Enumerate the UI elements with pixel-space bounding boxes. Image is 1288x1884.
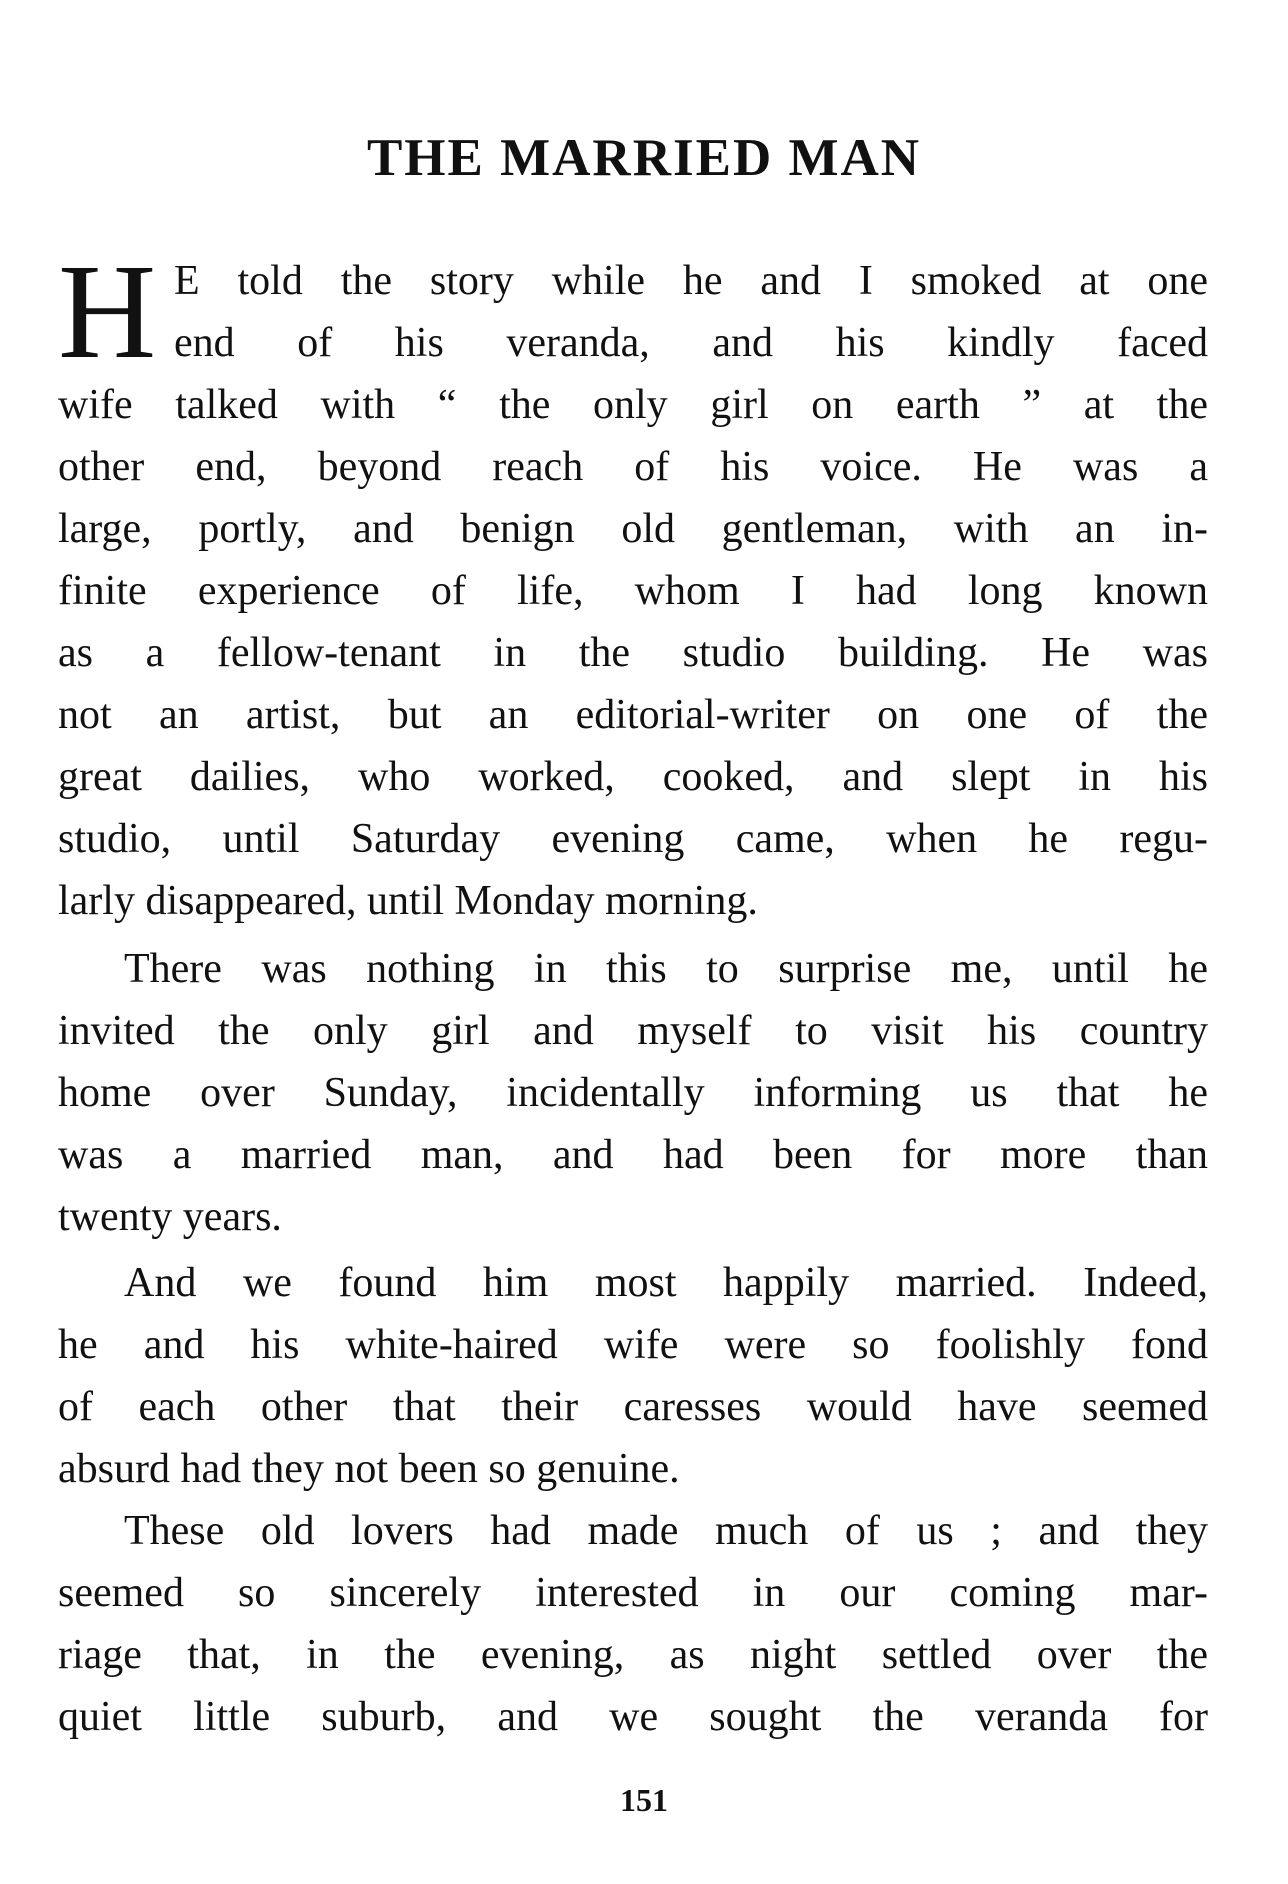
text-line: great dailies, who worked, cooked, and slept in his [58, 754, 1208, 800]
drop-cap: H [58, 237, 157, 387]
text-line: other end, beyond reach of his voice. He was a [58, 444, 1208, 490]
text-line: he and his white-haired wife were so foolishly fond [58, 1322, 1208, 1368]
text-line: seemed so sincerely interested in our coming mar- [58, 1570, 1208, 1616]
text-line: of each other that their caresses would have seemed [58, 1384, 1208, 1430]
text-line: larly disappeared, until Monday morning. [58, 878, 758, 924]
text-line: was a married man, and had been for more than [58, 1132, 1208, 1178]
text-line: home over Sunday, incidentally informing us that he [58, 1070, 1208, 1116]
text-line: E told the story while he and I smoked at one [174, 258, 1208, 304]
paragraph-1 [58, 237, 1208, 932]
page-number: 151 [620, 1782, 668, 1818]
text-line: wife talked with “ the only girl on earth ” at the [58, 382, 1208, 428]
paragraph-4 [58, 1500, 1208, 1748]
text-line: as a fellow-tenant in the studio building. He was [58, 630, 1208, 676]
text-line: There was nothing in this to surprise me, until he [124, 946, 1208, 992]
text-line: quiet little suburb, and we sought the veranda for [58, 1694, 1208, 1740]
text-line: And we found him most happily married. Indeed, [124, 1260, 1208, 1306]
text-line: studio, until Saturday evening came, when he regu- [58, 816, 1208, 862]
text-line: riage that, in the evening, as night settled over the [58, 1632, 1208, 1678]
text-line: large, portly, and benign old gentleman, with an in- [58, 506, 1208, 552]
text-line: absurd had they not been so genuine. [58, 1446, 680, 1492]
text-line: not an artist, but an editorial-writer on one of the [58, 692, 1208, 738]
text-line: finite experience of life, whom I had long known [58, 568, 1208, 614]
paragraph-3 [58, 1252, 1208, 1500]
text-line: invited the only girl and myself to visit his country [58, 1008, 1208, 1054]
text-line: These old lovers had made much of us ; and they [124, 1508, 1208, 1554]
text-line: twenty years. [58, 1194, 282, 1240]
paragraph-2 [58, 938, 1208, 1248]
text-line: end of his veranda, and his kindly faced [174, 320, 1208, 366]
chapter-title: THE MARRIED MAN [366, 129, 922, 187]
